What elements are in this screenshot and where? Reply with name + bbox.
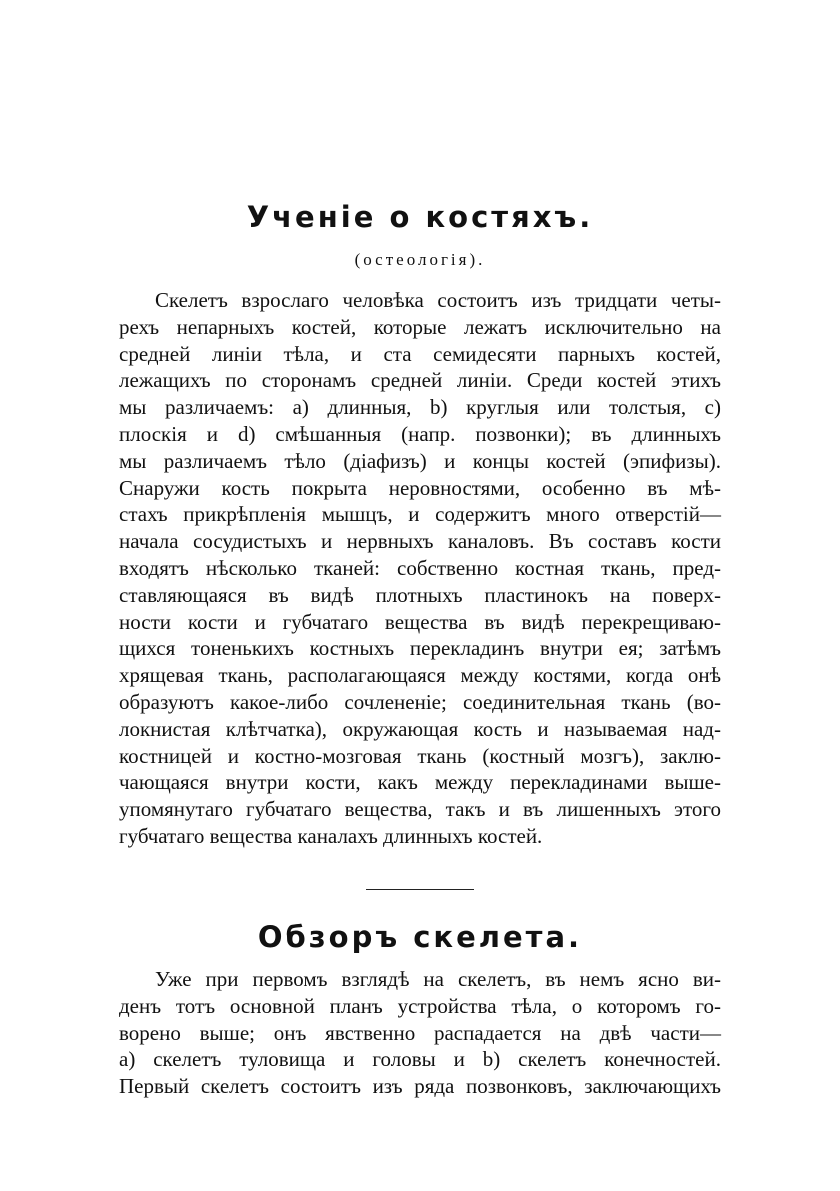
- text-line: локнистая клѣтчатка), окружающая кость и называемая над-: [119, 716, 721, 741]
- text-line: рехъ непарныхъ костей, которые лежатъ исключительно на: [119, 314, 721, 339]
- text-line: ворено выше; онъ явственно распадается на двѣ части—: [119, 1020, 721, 1045]
- text-line: Скелетъ взрослаго человѣка состоитъ изъ тридцати четы-: [155, 288, 721, 312]
- section-title-osteology: Ученіе о костяхъ.: [246, 200, 594, 234]
- text-line: a) скелетъ туловища и головы и b) скелетъ конечностей.: [119, 1047, 721, 1072]
- section-divider: [366, 889, 474, 890]
- text-line: Первый скелетъ состоитъ изъ ряда позвонковъ, заключающихъ: [119, 1074, 721, 1099]
- text-line: образуютъ какое-либо сочлененіе; соединительная ткань (во-: [119, 689, 721, 714]
- text-line: Снаружи кость покрыта неровностями, особенно въ мѣ-: [119, 475, 721, 500]
- text-line: хрящевая ткань, располагающаяся между костями, когда онѣ: [119, 663, 721, 688]
- text-line: средней линіи тѣла, и ста семидесяти парныхъ костей,: [119, 341, 721, 366]
- text-line: стахъ прикрѣпленія мышцъ, и содержитъ много отверстій—: [119, 502, 721, 527]
- text-line: губчатаго вещества каналахъ длинныхъ костей.: [119, 823, 543, 848]
- text-line: Уже при первомъ взглядѣ на скелетъ, въ немъ ясно ви-: [155, 967, 721, 991]
- text-line: ности кости и губчатаго вещества въ видѣ перекрещиваю-: [119, 609, 721, 634]
- section-title-skeleton-overview: Обзоръ скелета.: [257, 920, 583, 954]
- text-line: начала сосудистыхъ и нервныхъ каналовъ. Въ составъ кости: [119, 529, 721, 554]
- text-line: ставляющаяся въ видѣ плотныхъ пластинокъ на поверх-: [119, 582, 721, 607]
- text-line: чающаяся внутри кости, какъ между перекладинами выше-: [119, 770, 721, 795]
- text-line: денъ тотъ основной планъ устройства тѣла, о которомъ го-: [119, 993, 721, 1018]
- text-line: мы различаемъ тѣло (діафизъ) и концы костей (эпифизы).: [119, 448, 721, 473]
- paragraph-skeleton-overview: [119, 966, 721, 1100]
- text-line: входятъ нѣсколько тканей: собственно костная ткань, пред-: [119, 555, 721, 580]
- section-subtitle-osteology: (остеологія).: [354, 250, 486, 269]
- text-line: костницей и костно-мозговая ткань (костный мозгъ), заклю-: [119, 743, 721, 768]
- text-line: плоскія и d) смѣшанныя (напр. позвонки); въ длинныхъ: [119, 421, 721, 446]
- text-line: упомянутаго губчатаго вещества, такъ и въ лишенныхъ этого: [119, 797, 721, 822]
- paragraph-osteology: [119, 287, 721, 850]
- text-line: щихся тоненькихъ костныхъ перекладинъ внутри ея; затѣмъ: [119, 636, 721, 661]
- text-line: мы различаемъ: a) длинныя, b) круглыя или толстыя, c): [119, 395, 721, 420]
- text-line: лежащихъ по сторонамъ средней линіи. Среди костей этихъ: [119, 368, 721, 393]
